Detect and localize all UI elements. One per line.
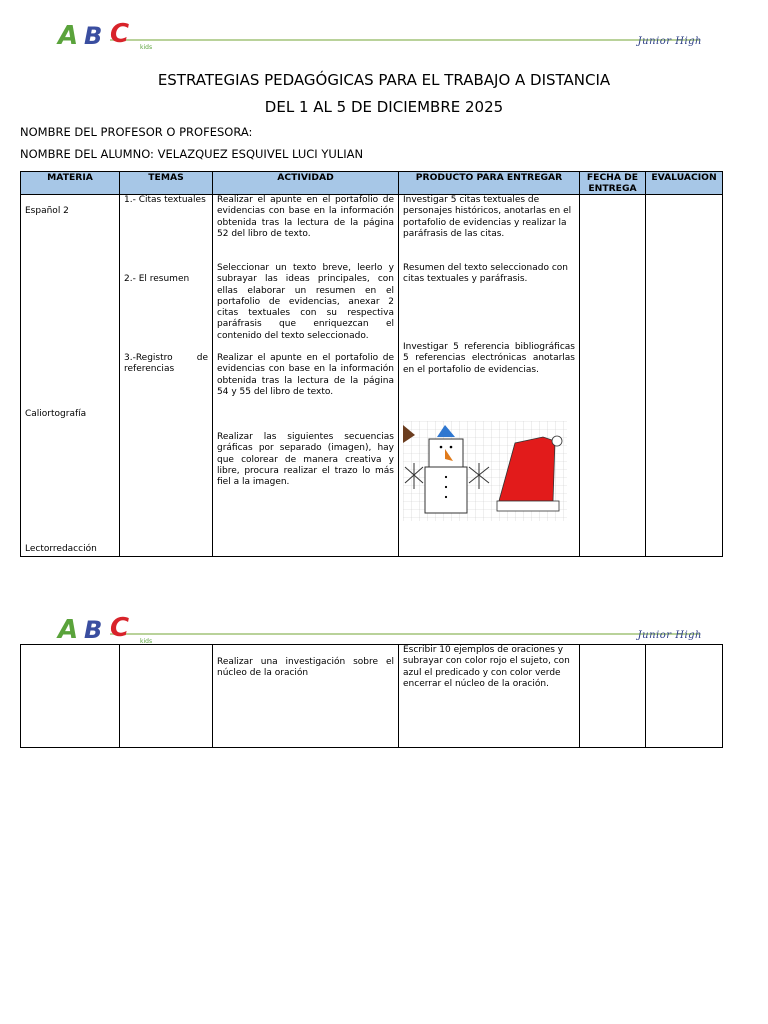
tema-citas: 1.- Citas textuales	[124, 195, 206, 205]
activities-table-continued	[20, 644, 723, 748]
temas-cell	[120, 195, 213, 557]
temas-cell	[120, 645, 213, 748]
abc-kids-logo	[56, 614, 216, 644]
producto-cell	[399, 195, 580, 557]
actividad-3: Realizar el apunte en el portafolio de evidencias con base en la información obtenida tras la lectura de la página 54 y 55 del libro de texto.	[217, 353, 394, 397]
junior-high-tagline: Junior High	[637, 36, 702, 47]
page-title-line1: ESTRATEGIAS PEDAGÓGICAS PARA EL TRABAJO A DISTANCIA	[157, 71, 611, 89]
materia-cell	[21, 195, 120, 557]
materia-cell	[21, 645, 120, 748]
tema-referencias: 3.-Registro de referencias	[124, 353, 208, 375]
producto-cell	[399, 645, 580, 748]
header-materia: MATERIA	[21, 172, 120, 195]
actividad-cell	[213, 645, 399, 748]
producto-1: Investigar 5 citas textuales de personajes históricos, anotarlas en el portafolio de evidencias y realizar la paráfrasis de las citas.	[403, 195, 572, 239]
producto-2: Resumen del texto seleccionado con citas textuales y paráfrasis.	[403, 263, 569, 285]
evaluacion-cell	[646, 645, 723, 748]
producto-nucleo: Escribir 10 ejemplos de oraciones y subrayar con color rojo el sujeto, con azul el predicado y con color verde encerrar el núcleo de la oración.	[403, 645, 570, 689]
teacher-name-label: NOMBRE DEL PROFESOR O PROFESORA:	[20, 125, 253, 139]
table-header-row	[21, 172, 723, 195]
tema-resumen: 2.- El resumen	[124, 274, 190, 284]
header-actividad: ACTIVIDAD	[213, 172, 399, 195]
evaluacion-cell	[646, 195, 723, 557]
svg-text:C: C	[110, 614, 130, 643]
table-row	[21, 195, 723, 557]
fecha-cell	[580, 195, 646, 557]
header-fecha: FECHA DE ENTREGA	[580, 172, 646, 195]
page-header-2	[20, 614, 736, 644]
header-producto: PRODUCTO PARA ENTREGAR	[399, 172, 580, 195]
page-title-line2: DEL 1 AL 5 DE DICIEMBRE 2025	[264, 98, 504, 116]
page-header	[20, 20, 736, 50]
fecha-cell	[580, 645, 646, 748]
graphic-sequence-image	[403, 421, 567, 521]
abc-kids-logo	[56, 20, 216, 50]
actividad-1: Realizar el apunte en el portafolio de evidencias con base en la información obtenida tras la lectura de la página 52 del libro de texto.	[217, 195, 394, 239]
svg-text:B: B	[84, 22, 103, 50]
table-row	[21, 645, 723, 748]
materia-espanol: Español 2	[25, 206, 69, 216]
actividad-nucleo: Realizar una investigación sobre el núcleo de la oración	[217, 657, 394, 679]
header-temas: TEMAS	[120, 172, 213, 195]
svg-text:A: A	[58, 21, 79, 50]
svg-text:kids: kids	[140, 44, 153, 50]
svg-text:A: A	[58, 615, 79, 644]
producto-3: Investigar 5 referencia bibliográficas 5 referencias electrónicas anotarlas en el portafolio de evidencias.	[403, 342, 575, 375]
student-name-label: NOMBRE DEL ALUMNO: VELAZQUEZ ESQUIVEL LUCI YULIAN	[20, 147, 364, 161]
svg-text:B: B	[84, 616, 103, 644]
actividad-2: Seleccionar un texto breve, leerlo y subrayar las ideas principales, con ellas elaborar un resumen en el portafolio de evidencias, anexar 2 citas textuales con su respectiva paráfrasis que enriquezcan el contenido del texto seleccionado.	[217, 263, 394, 341]
actividad-cell	[213, 195, 399, 557]
junior-high-tagline: Junior High	[637, 630, 702, 641]
materia-caliortografia: Caliortografía	[25, 409, 87, 419]
header-evaluacion: EVALUACION	[646, 172, 723, 195]
materia-lectorredaccion: Lectorredacción	[25, 544, 97, 554]
svg-text:C: C	[110, 20, 130, 49]
actividad-4: Realizar las siguientes secuencias gráficas por separado (imagen), hay que colorear de manera creativa y libre, procura realizar el trazo lo más fiel a la imagen.	[217, 432, 394, 488]
svg-text:kids: kids	[140, 638, 153, 644]
activities-table	[20, 171, 723, 557]
